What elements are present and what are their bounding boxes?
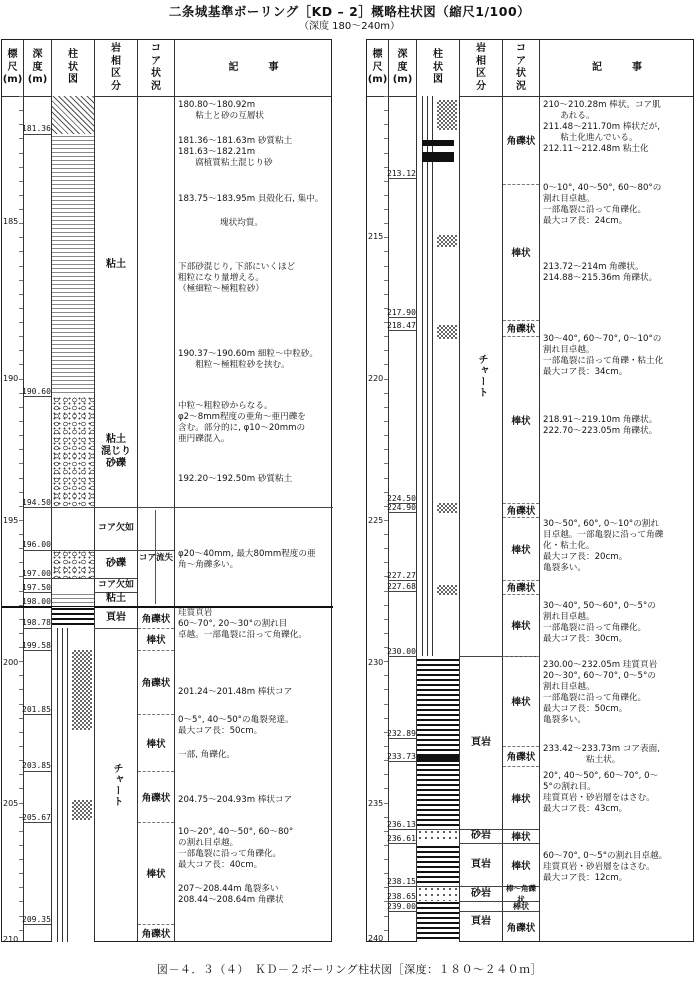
lithology-shale: 頁岩 [106,611,126,623]
scale-label: 195 [3,516,19,525]
depth-marker: 194.50 [22,498,51,507]
scale-tick [19,831,23,832]
core-rod: 棒状 [511,832,531,843]
scale-tick [19,393,23,394]
core-rod: 棒状 [513,901,529,911]
scale-tick [19,704,23,705]
scale-tick [19,803,23,804]
depth-marker: 224.50 [387,494,416,503]
scale-tick [19,845,23,846]
scale-tick [19,251,23,252]
lithology-gravelly-clay: 粘土 混じり 砂礫 [101,433,131,469]
scale-tick [384,930,388,931]
column-sandstone-layer [417,886,459,901]
note: 190.37～190.60m 細粒～中粒砂。 粗粒～極粗粒砂を挟む。 [178,349,318,370]
scale-label: 210 [3,935,19,944]
scale-tick [384,506,388,507]
core-rod: 棒状 [146,869,166,880]
scale-tick [384,379,388,380]
scale-tick [19,774,23,775]
note: 中粒～粗粒砂からなる。 φ2～8mm程度の亜角～亜円礫を 含む。部分的に, φ10～20mmの 亜円礫混入。 [178,401,306,444]
column-clay-layer [52,134,94,396]
scale-tick [384,633,388,634]
lithology-chert: チャート [111,763,122,807]
core-rod: 棒状 [511,621,531,632]
header-column: 柱 状 図 [68,49,78,86]
lithology-shale: 頁岩 [471,858,491,870]
scale-tick [19,591,23,592]
scale-tick [384,478,388,479]
note: 230.00～232.05m 珪質頁岩 20～30°, 60～70°, 0～5°の 割れ目卓越。 一部亀裂に沿って角礫化。 最大コア長：50cm。 亀裂多い。 [543,660,658,725]
column-black-band [422,152,454,162]
scale-tick [384,689,388,690]
left-boring-log-panel [1,39,332,942]
scale-tick [19,364,23,365]
lithology-clay: 粘土 [106,259,126,270]
scale-label: 240 [368,934,384,943]
scale-tick [19,760,23,761]
depth-marker: 239.00 [387,902,416,911]
scale-label: 205 [3,799,19,808]
core-angular: 角礫状 [506,922,536,934]
scale-tick [384,562,388,563]
core-angular: 角礫状 [141,678,171,689]
scale-tick [19,788,23,789]
scale-tick [384,817,388,818]
scale-tick [384,153,388,154]
scale-tick [384,110,388,111]
column-chert-layer [417,96,459,656]
core-rod: 棒状 [511,544,531,556]
scale-tick [384,704,388,705]
scale-tick [19,266,23,267]
scale-tick [384,831,388,832]
scale-tick [19,322,23,323]
scale-tick [384,901,388,902]
note: 183.75～183.95m 貝殻化石, 集中。 [178,194,324,204]
column-breccia-marks [437,100,457,130]
depth-marker: 217.90 [387,308,416,317]
core-angular: 角礫状 [506,752,536,763]
scale-tick [19,237,23,238]
scale-tick [384,591,388,592]
scale-tick [384,605,388,606]
column-breccia-marks [437,503,457,513]
scale-tick [384,548,388,549]
core-angular: 角礫状 [141,613,171,625]
depth-marker: 227.27 [387,571,416,580]
depth-marker: 199.58 [22,641,51,650]
scale-tick [19,294,23,295]
scale-tick [19,576,23,577]
note: 233.42～233.73m コア表面, 粘土状。 [543,744,660,765]
core-angular: 角礫状 [506,136,536,147]
depth-marker: 190.60 [22,387,51,396]
core-lost: コア流失 [138,552,173,563]
scale-tick [19,859,23,860]
scale-tick [384,350,388,351]
depth-marker: 238.15 [387,877,416,886]
scale-tick [19,746,23,747]
scale-tick [19,435,23,436]
depth-marker: 203.85 [22,761,51,770]
scale-tick [384,181,388,182]
scale-tick [19,209,23,210]
note: 60～70°, 0～5°の割れ目卓越。 珪質頁岩・砂岩層をはさむ。 最大コア長：12cm。 [543,851,668,883]
depth-marker: 236.61 [387,834,416,843]
scale-tick [19,605,23,606]
note: 181.36～181.63m 砂質粘土 181.63～182.21m 腐植質粘土混じり砂 [178,136,293,168]
scale-tick [384,774,388,775]
lithology-core-missing: コア欠如 [97,523,134,534]
scale-label: 220 [368,374,384,383]
note: 0～10°, 40～50°, 60～80°の 割れ目卓越。 一部亀裂に沿って角礫化。 最大コア長：24cm。 [543,183,662,226]
lithology-sandstone: 砂岩 [471,830,491,841]
scale-label: 215 [368,232,384,241]
depth-marker: 181.36 [22,124,51,133]
core-rod: 棒状 [511,415,531,427]
column-clay-layer [52,592,94,606]
scale-tick [384,138,388,139]
scale-tick [384,167,388,168]
column-shale-layer [52,607,94,628]
scale-tick [19,901,23,902]
note: 20°, 40～50°, 60～70°, 0～ 5°の割れ目。 珪質頁岩・砂岩層をはさむ。 最大コア長：43cm。 [543,771,659,814]
scale-tick [384,534,388,535]
column-black-band [417,756,459,762]
scale-tick [19,124,23,125]
column-black-band [422,140,454,146]
note: 塊状均質。 [220,218,263,228]
scale-tick [384,435,388,436]
scale-tick [384,364,388,365]
scale-tick [19,138,23,139]
scale-tick [384,280,388,281]
scale-tick [384,237,388,238]
scale-tick [19,647,23,648]
header-notes: 記 事 [228,61,279,73]
note: 204.75～204.93m 棒状コア [178,795,293,805]
scale-tick [19,817,23,818]
scale-tick [19,916,23,917]
scale-tick [384,520,388,521]
core-angular: 角礫状 [506,583,536,594]
scale-tick [19,548,23,549]
core-rod: 棒状 [511,793,531,805]
lithology-shale: 頁岩 [471,915,491,927]
depth-marker: 197.50 [22,583,51,592]
lithology-gravel: 砂礫 [106,558,126,569]
core-rod: 棒状 [511,860,531,872]
scale-tick [19,887,23,888]
scale-tick [19,181,23,182]
scale-tick [384,916,388,917]
scale-tick [384,647,388,648]
core-rod: 棒状 [511,697,531,708]
header-scale: 標 尺 (m) [2,49,23,86]
depth-marker: 198.00 [22,597,51,606]
note: 30～40°, 60～70°, 0～10°の 割れ目卓越。 一部亀裂に沿って角礫・粘土化 最大コア長：34cm。 [543,334,664,377]
scale-tick [384,209,388,210]
scale-tick [19,661,23,662]
scale-tick [384,576,388,577]
scale-tick [19,675,23,676]
depth-marker: 198.78 [22,618,51,627]
depth-marker: 233.73 [387,752,416,761]
note: φ20～40mm, 最大80mm程度の亜 角～角礫多い。 [178,549,316,570]
column-shale-layer [417,901,459,942]
header-depth: 深 度 (m) [392,49,413,86]
column-shale-layer [417,656,459,829]
note: 192.20～192.50m 砂質粘土 [178,474,293,484]
column-breccia-marks [437,235,457,247]
depth-marker: 209.35 [22,915,51,924]
lithology-clay: 粘土 [106,593,126,604]
figure-subtitle: （深度 180〜240m） [298,21,401,32]
scale-tick [384,124,388,125]
depth-marker: 197.00 [22,569,51,578]
scale-tick [19,379,23,380]
scale-tick [19,153,23,154]
scale-tick [19,520,23,521]
core-rod: 棒状 [146,738,166,750]
scale-tick [19,407,23,408]
column-gravelly-sand-layer [52,396,94,507]
note: 210～210.28m 棒状。コア肌 あれる。 211.48～211.70m 棒状だが, 粘土化進んでいる。 212.11～212.48m 粘土化 [543,100,661,154]
scale-tick [384,859,388,860]
header-depth: 深 度 (m) [27,49,48,86]
note: 201.24～201.48m 棒状コア [178,687,293,697]
note: 218.91～219.10m 角礫状。 222.70～223.05m 角礫状。 [543,415,658,436]
depth-marker: 232.89 [387,729,416,738]
core-angular: 角礫状 [506,324,536,335]
scale-tick [384,421,388,422]
lithology-sandstone: 砂岩 [471,887,491,899]
figure-caption: 図－４．３（４） ＫＤ－２ボーリング柱状図［深度：１８０～２４０ｍ］ [156,963,543,976]
scale-tick [384,788,388,789]
scale-tick [384,887,388,888]
figure-title: 二条城基準ボーリング［KD – 2］概略柱状図（縮尺1/100） [168,4,531,19]
depth-marker: 238.65 [387,892,416,901]
core-rod-angular: 棒～角礫状 [506,883,536,904]
scale-tick [384,96,388,97]
core-rod: 棒状 [511,248,531,259]
header-column: 柱 状 図 [433,49,443,86]
core-angular: 角礫状 [141,792,171,804]
scale-tick [19,478,23,479]
scale-tick [384,718,388,719]
depth-marker: 224.90 [387,503,416,512]
scale-tick [19,689,23,690]
note: 0～5°, 40～50°の亀裂発達。 最大コア長：50cm。 [178,715,294,736]
scale-tick [384,223,388,224]
scale-tick [19,463,23,464]
scale-tick [19,223,23,224]
scale-tick [19,732,23,733]
scale-tick [384,266,388,267]
column-breccia-marks [72,800,92,820]
column-gravel-layer [52,550,94,578]
scale-tick [19,506,23,507]
scale-tick [384,760,388,761]
depth-marker: 227.68 [387,582,416,591]
header-lithology: 岩 相 区 分 [111,43,121,92]
depth-marker: 205.67 [22,813,51,822]
scale-tick [19,534,23,535]
scale-label: 200 [3,658,19,667]
core-rod: 棒状 [146,635,166,646]
note: 珪質頁岩 60～70°, 20～30°の割れ目 卓越。一部亀裂に沿って角礫化。 [178,608,307,640]
column-sandstone-layer [417,829,459,843]
scale-tick [384,322,388,323]
note: 30～50°, 60°, 0～10°の割れ 目卓越。一部亀裂に沿って角礫 化・粘土化。 最大コア長：20cm。 亀裂多い。 [543,519,664,573]
note: 下部砂混じり, 下部にいくほど 粗粒になり量増える。 （極細粒～極粗粒砂） [178,262,296,294]
column-breccia-marks [437,585,457,595]
header-lithology: 岩 相 区 分 [476,43,486,92]
scale-tick [19,492,23,493]
scale-tick [19,167,23,168]
scale-tick [384,675,388,676]
header-core: コ ア 状 況 [516,43,526,92]
scale-tick [384,619,388,620]
scale-tick [384,449,388,450]
scale-tick [384,251,388,252]
scale-tick [384,845,388,846]
scale-tick [19,110,23,111]
header-notes: 記 事 [592,61,642,73]
lithology-core-missing: コア欠如 [97,579,134,590]
depth-marker: 218.47 [387,321,416,330]
scale-tick [19,619,23,620]
scale-tick [19,280,23,281]
scale-tick [384,492,388,493]
scale-tick [19,718,23,719]
note: 一部, 角礫化。 [178,750,236,760]
lithology-chert: チャート [476,354,487,398]
scale-tick [384,803,388,804]
scale-tick [384,407,388,408]
scale-tick [384,294,388,295]
scale-tick [19,421,23,422]
depth-marker: 196.00 [22,540,51,549]
right-boring-log-panel [366,39,694,942]
scale-tick [19,562,23,563]
scale-tick [19,449,23,450]
depth-marker: 213.12 [387,169,416,178]
scale-tick [384,463,388,464]
note: 10～20°, 40～50°, 60～80° の割れ目卓越。 一部亀裂に沿って角礫化。 最大コア長：40cm。 [178,827,294,870]
scale-tick [384,873,388,874]
scale-tick [384,393,388,394]
scale-tick [19,633,23,634]
scale-tick [384,336,388,337]
scale-tick [19,308,23,309]
scale-tick [384,732,388,733]
header-core: コ ア 状 況 [151,43,161,92]
scale-label: 235 [368,799,384,808]
column-shale-layer [417,843,459,886]
scale-tick [19,195,23,196]
note: 207～208.44m 亀裂多い 208.44～208.64m 角礫状 [178,884,284,905]
lithology-shale: 頁岩 [471,736,491,748]
column-breccia-marks [72,650,92,730]
depth-marker: 230.00 [387,647,416,656]
depth-marker: 201.85 [22,705,51,714]
scale-tick [19,96,23,97]
scale-tick [384,195,388,196]
note: 30～40°, 50～60°, 0～5°の 割れ目卓越。 一部亀裂に沿って角礫化。 最大コア長：30cm。 [543,601,656,644]
scale-tick [384,746,388,747]
note: 213.72～214m 角礫状。 214.88～215.36m 角礫状。 [543,262,658,283]
scale-tick [19,873,23,874]
scale-label: 185 [3,217,19,226]
scale-label: 225 [368,516,384,525]
scale-label: 190 [3,374,19,383]
column-breccia-marks [437,325,457,339]
scale-label: 230 [368,658,384,667]
column-sand-clay-layer [52,96,94,134]
scale-tick [19,930,23,931]
scale-tick [384,308,388,309]
core-angular: 角礫状 [506,506,536,517]
core-angular: 角礫状 [141,929,171,940]
note: 180.80～180.92m 粘土と砂の互層状 [178,100,264,121]
scale-tick [19,336,23,337]
depth-marker: 236.13 [387,820,416,829]
scale-tick [19,350,23,351]
header-scale: 標 尺 (m) [367,49,388,86]
scale-tick [384,661,388,662]
